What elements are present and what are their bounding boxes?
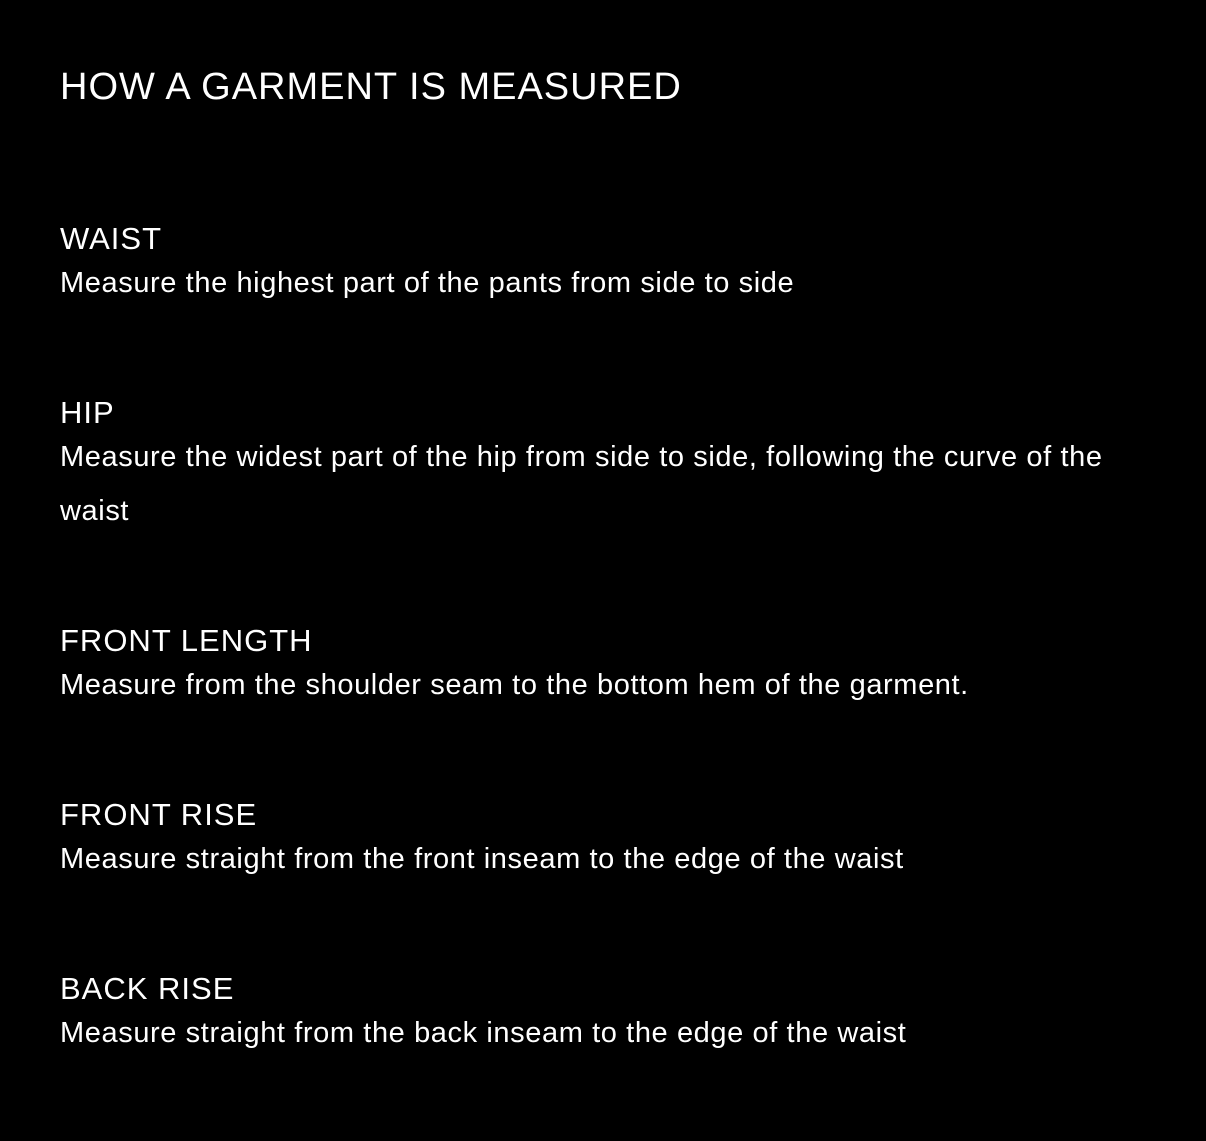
section-front-rise [60,798,1170,886]
section-text-hip: Measure the widest part of the hip from side to side, following the curve of the waist [60,441,1103,527]
section-text-front-rise: Measure straight from the front inseam to the edge of the waist [60,843,904,875]
section-text-back-rise: Measure straight from the back inseam to the edge of the waist [60,1017,907,1049]
section-heading-waist: WAIST [60,221,163,256]
section-text-waist: Measure the highest part of the pants from side to side [60,267,795,299]
section-heading-hip: HIP [60,395,115,430]
section-heading-back-rise: BACK RISE [60,971,235,1006]
page-title: HOW A GARMENT IS MEASURED [60,66,682,108]
section-back-rise [60,972,1170,1060]
section-heading-front-rise: FRONT RISE [60,797,258,832]
section-text-front-length: Measure from the shoulder seam to the bottom hem of the garment. [60,669,969,701]
section-hip [60,396,1170,538]
section-waist [60,222,1170,310]
section-front-length [60,624,1170,712]
section-heading-front-length: FRONT LENGTH [60,623,313,658]
